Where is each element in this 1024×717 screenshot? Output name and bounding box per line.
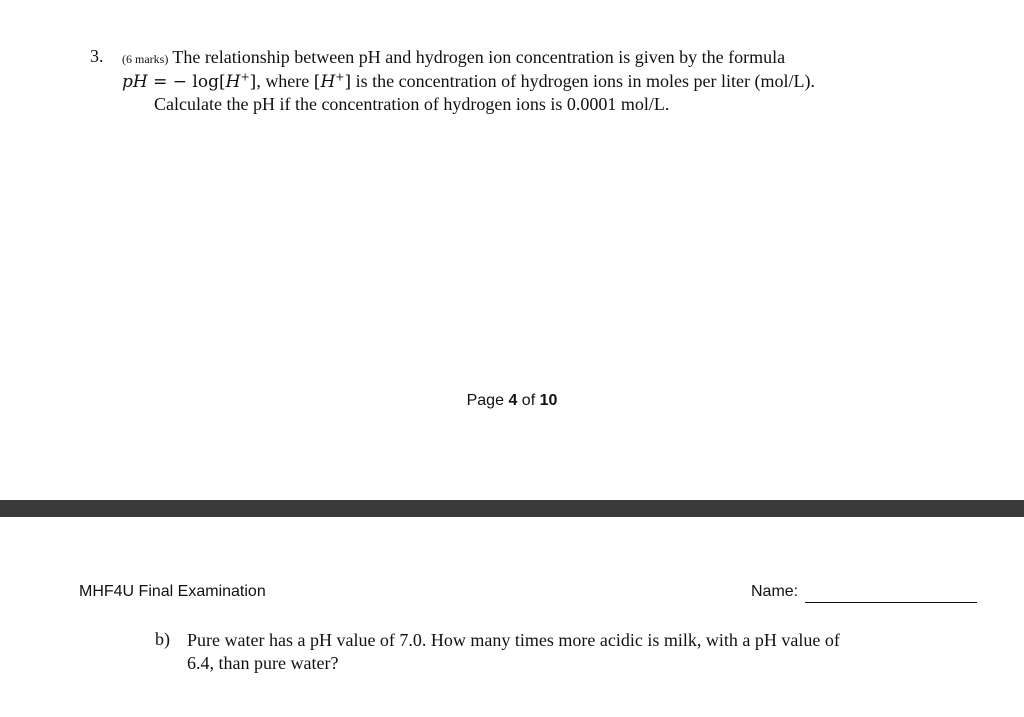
question-line-3: Calculate the pH if the concentration of hydrogen ions is 0.0001 mol/L.	[154, 94, 670, 114]
question-3	[122, 46, 922, 115]
formula-equals: = −	[147, 72, 193, 92]
page-separator	[0, 500, 1024, 517]
notation-sup: +	[335, 70, 345, 84]
name-blank-line	[805, 602, 977, 603]
page-number	[0, 392, 1024, 410]
h-ion-notation	[314, 72, 351, 92]
part-b-question	[187, 629, 927, 675]
question-line-2	[122, 70, 922, 93]
formula-sup: +	[240, 70, 250, 84]
question-line-1	[122, 46, 922, 70]
total-pages: 10	[539, 392, 558, 409]
part-b-line-2: 6.4, than pure water?	[187, 653, 339, 673]
page-word: Page	[466, 392, 504, 409]
formula-lhs: pH	[122, 72, 148, 92]
ph-formula	[122, 72, 256, 92]
notation-var: H	[320, 72, 336, 92]
notation-bracket-open: [	[313, 72, 321, 92]
definition-text: is the concentration of hydrogen ions in moles per liter (mol/L).	[351, 71, 816, 91]
part-b-line-1: Pure water has a pH value of 7.0. How many times more acidic is milk, with a pH value of	[187, 630, 840, 650]
exam-page-5	[0, 517, 1024, 717]
question-number: 3.	[90, 46, 104, 66]
current-page: 4	[508, 392, 518, 409]
formula-bracket-close: ]	[249, 72, 257, 92]
question-intro-text: The relationship between pH and hydrogen ion concentration is given by the formula	[172, 47, 786, 67]
formula-log: log	[192, 72, 219, 92]
notation-bracket-close: ]	[344, 72, 352, 92]
marks-label: (6 marks)	[122, 52, 169, 66]
formula-var: H	[225, 72, 241, 92]
where-text: , where	[256, 71, 314, 91]
name-label: Name:	[751, 583, 799, 600]
of-word: of	[521, 392, 536, 409]
formula-bracket-open: [	[218, 72, 226, 92]
part-b-label: b)	[155, 629, 170, 649]
exam-title: MHF4U Final Examination	[79, 583, 266, 600]
